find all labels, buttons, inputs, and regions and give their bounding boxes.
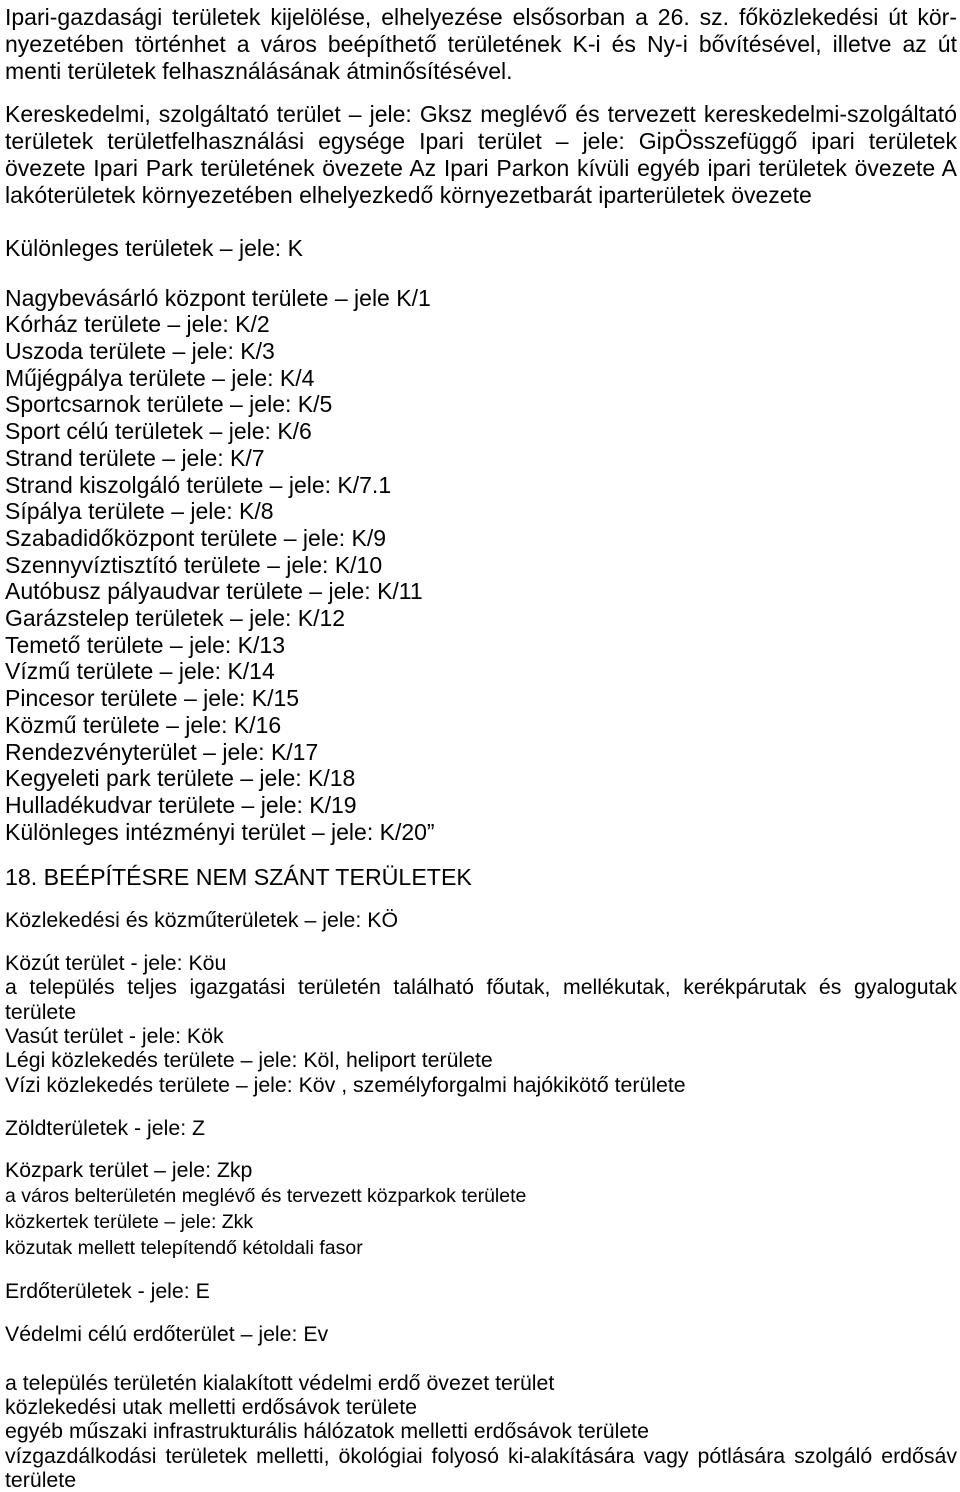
- list-item: Vasút terület - jele: Kök: [5, 1024, 224, 1049]
- list-item: Autóbusz pályaudvar területe – jele: K/11: [5, 578, 423, 605]
- list-item: Hulladékudvar területe – jele: K/19: [5, 791, 357, 818]
- list-item: egyéb műszaki infrastrukturális hálózatok melletti erdősávok területe: [5, 1419, 649, 1444]
- list-item: közlekedési utak melletti erdősávok területe: [5, 1395, 417, 1420]
- list-item: Műjégpálya területe – jele: K/4: [5, 364, 315, 391]
- paragraph-line: vízgazdálkodási területek melletti, ökológiai folyosó ki-alakítására vagy pótlására szolgáló erdősáv: [5, 1443, 957, 1468]
- transport-areas-heading: Közlekedési és közműterületek – jele: KÖ: [5, 907, 399, 932]
- list-item: Sport célú területek – jele: K/6: [5, 418, 312, 445]
- list-item: Temető területe – jele: K/13: [5, 631, 285, 658]
- paragraph-line: lakóterületek környezetében elhelyezkedő környezetbarát iparterületek övezete: [5, 181, 812, 208]
- paragraph-line: nyezetében történhet a város beépíthető területének K-i és Ny-i bővítésével, illetve az út: [5, 30, 957, 57]
- list-item: Szabadidőközpont területe – jele: K/9: [5, 524, 387, 551]
- list-item: Légi közlekedés területe – jele: Köl, heliport területe: [5, 1048, 493, 1073]
- list-item: Különleges intézményi terület – jele: K/20”: [5, 818, 435, 845]
- paragraph-line: Ipari-gazdasági területek kijelölése, elhelyezése elsősorban a 26. sz. főközlekedési út kör-: [5, 3, 957, 30]
- list-item: Közmű területe – jele: K/16: [5, 711, 282, 738]
- protective-forest-heading: Védelmi célú erdőterület – jele: Ev: [5, 1321, 329, 1346]
- public-park-heading: Közpark terület – jele: Zkp: [5, 1157, 253, 1182]
- paragraph-line: területe: [5, 999, 77, 1024]
- list-item: Kegyeleti park területe – jele: K/18: [5, 765, 356, 792]
- intro-paragraph: [5, 4, 957, 85]
- paragraph-line: területe: [5, 1467, 77, 1492]
- protective-forest-list: [5, 1371, 957, 1492]
- transport-areas-list: [5, 951, 957, 1097]
- green-areas-heading: Zöldterületek - jele: Z: [5, 1115, 206, 1140]
- list-item: Szennyvíztisztító területe – jele: K/10: [5, 551, 383, 578]
- paragraph-line: Kereskedelmi, szolgáltató terület – jele: Gksz meglévő és tervezett kereskedelmi-szolgáltató: [5, 100, 957, 127]
- list-item: közkertek területe – jele: Zkk: [5, 1211, 254, 1233]
- list-item: közutak mellett telepítendő kétoldali fasor: [5, 1237, 363, 1259]
- list-item: Strand kiszolgáló területe – jele: K/7.1: [5, 471, 392, 498]
- list-item: a település területén kialakított védelmi erdő övezet terület: [5, 1371, 555, 1395]
- special-areas-heading: Különleges területek – jele: K: [5, 234, 303, 261]
- list-item: Strand területe – jele: K/7: [5, 444, 265, 471]
- list-item: Uszoda területe – jele: K/3: [5, 338, 275, 364]
- list-item: Garázstelep területek – jele: K/12: [5, 605, 346, 632]
- forest-areas-heading: Erdőterületek - jele: E: [5, 1278, 210, 1303]
- list-item: Pincesor területe – jele: K/15: [5, 685, 300, 712]
- commercial-area-paragraph: [5, 101, 957, 209]
- list-item: Nagybevásárló központ területe – jele K/1: [5, 284, 431, 311]
- list-item: Vízmű területe – jele: K/14: [5, 658, 275, 685]
- paragraph-line: övezete Ipari Park területének övezete Az Ipari Parkon kívüli egyéb ipari területek övezete A: [5, 154, 957, 181]
- list-item: a város belterületén meglévő és tervezett közparkok területe: [5, 1185, 527, 1207]
- special-areas-list: [5, 285, 957, 846]
- section-heading: 18. BEÉPÍTÉSRE NEM SZÁNT TERÜLETEK: [5, 863, 472, 890]
- public-park-list: [5, 1183, 957, 1261]
- list-item: Rendezvényterület – jele: K/17: [5, 738, 319, 765]
- list-item: Kórház területe – jele: K/2: [5, 311, 270, 338]
- list-item: Vízi közlekedés területe – jele: Köv , személyforgalmi hajókikötő területe: [5, 1072, 686, 1097]
- paragraph-line: a település teljes igazgatási területén található főutak, mellékutak, kerékpárutak és gyalogutak: [5, 975, 957, 1000]
- list-item: Közút terület - jele: Köu: [5, 950, 227, 975]
- paragraph-line: menti területek felhasználásának átminősítésével.: [5, 57, 513, 84]
- list-item: Sportcsarnok területe – jele: K/5: [5, 391, 333, 418]
- list-item: Sípálya területe – jele: K/8: [5, 498, 274, 525]
- paragraph-line: területek területfelhasználási egysége Ipari terület – jele: GipÖsszefüggő ipari területek: [5, 127, 957, 154]
